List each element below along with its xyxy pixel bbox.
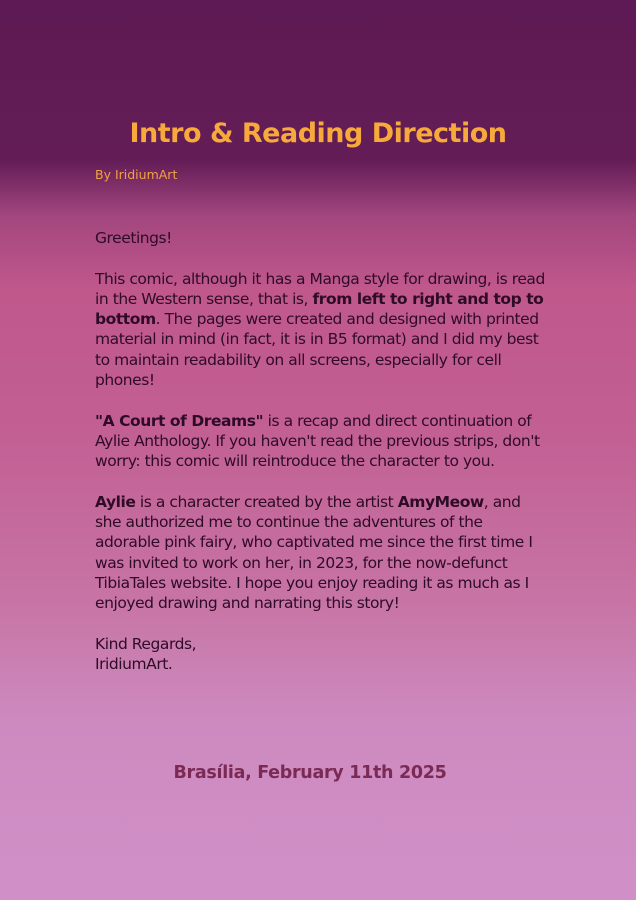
signoff-line: Kind Regards, [95, 634, 197, 653]
paragraph-text: . The pages were created and designed with printed material in mind (in fact, it is in B5 format) and I did my best to maintain readability on all screens, especially for cell phones! [95, 310, 539, 390]
reading-direction-paragraph [95, 269, 545, 391]
artist-name-emphasis: AmyMeow [397, 492, 484, 511]
paragraph-text: is a recap and direct continuation of Aylie Anthology. If you haven't read the previous strips, don't worry: this comic will reintroduce the character to you. [95, 411, 540, 471]
character-name-emphasis: Aylie [95, 492, 136, 511]
paragraph-text: , and she authorized me to continue the adventures of the adorable pink fairy, who captivated me since the first time I was invited to work on her, in 2023, for the now-defunct TibiaTales website. I hope you enjoy reading it as much as I enjoyed drawing and narrating this story! [95, 492, 533, 613]
reading-direction-emphasis: from left to right and top to bottom [95, 289, 544, 329]
page-title: Intro & Reading Direction [129, 118, 507, 149]
paragraph-text: This comic, although it has a Manga style for drawing, is read in the Western sense, that is, [95, 269, 545, 308]
place-date: Brasília, February 11th 2025 [173, 763, 447, 783]
signoff [95, 634, 545, 675]
paragraph-text: is a character created by the artist [135, 492, 398, 511]
continuation-paragraph [95, 411, 545, 472]
letter-body [95, 228, 545, 695]
character-paragraph [95, 492, 545, 614]
greeting-paragraph: Greetings! [95, 229, 172, 247]
comic-title-emphasis: "A Court of Dreams" [95, 411, 264, 430]
author-byline: By IridiumArt [95, 167, 178, 182]
signoff-signature: IridiumArt. [95, 655, 173, 674]
